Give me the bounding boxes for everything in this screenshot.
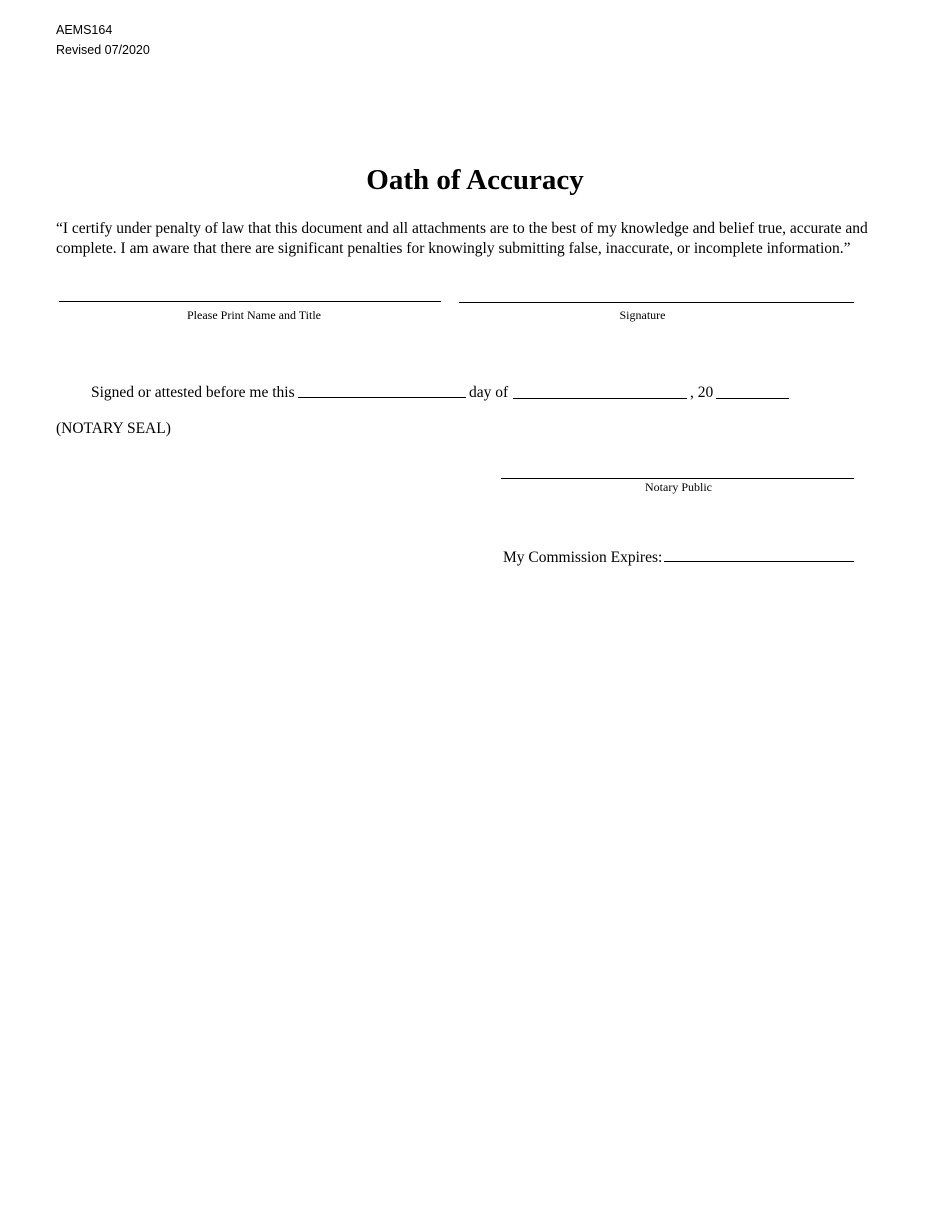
notary-public-caption: Notary Public xyxy=(645,480,712,494)
attest-year-line[interactable] xyxy=(716,398,789,399)
signature-line[interactable] xyxy=(459,302,854,303)
attest-day-line[interactable] xyxy=(298,397,466,398)
name-title-caption: Please Print Name and Title xyxy=(187,308,321,322)
signature-caption: Signature xyxy=(619,308,666,322)
notary-signature-line[interactable] xyxy=(501,478,854,479)
notary-seal-label: (NOTARY SEAL) xyxy=(56,420,171,437)
commission-expires-line[interactable] xyxy=(664,561,854,562)
revision-date: Revised 07/2020 xyxy=(56,43,150,57)
name-title-line[interactable] xyxy=(59,301,441,302)
day-of-label: day of xyxy=(469,384,509,401)
commission-expires-label: My Commission Expires: xyxy=(503,549,663,566)
form-code: AEMS164 xyxy=(56,23,113,37)
year-prefix: , 20 xyxy=(690,384,714,401)
oath-statement: “I certify under penalty of law that this document and all attachments are to the best of my knowledge and belief true, accurate and complete. I am aware that there are significant penalties for knowingly submitting false, inaccurate, or incomplete information.” xyxy=(56,220,868,257)
page-title: Oath of Accuracy xyxy=(366,164,584,196)
attest-prefix: Signed or attested before me this xyxy=(91,384,295,401)
attest-month-line[interactable] xyxy=(513,398,687,399)
